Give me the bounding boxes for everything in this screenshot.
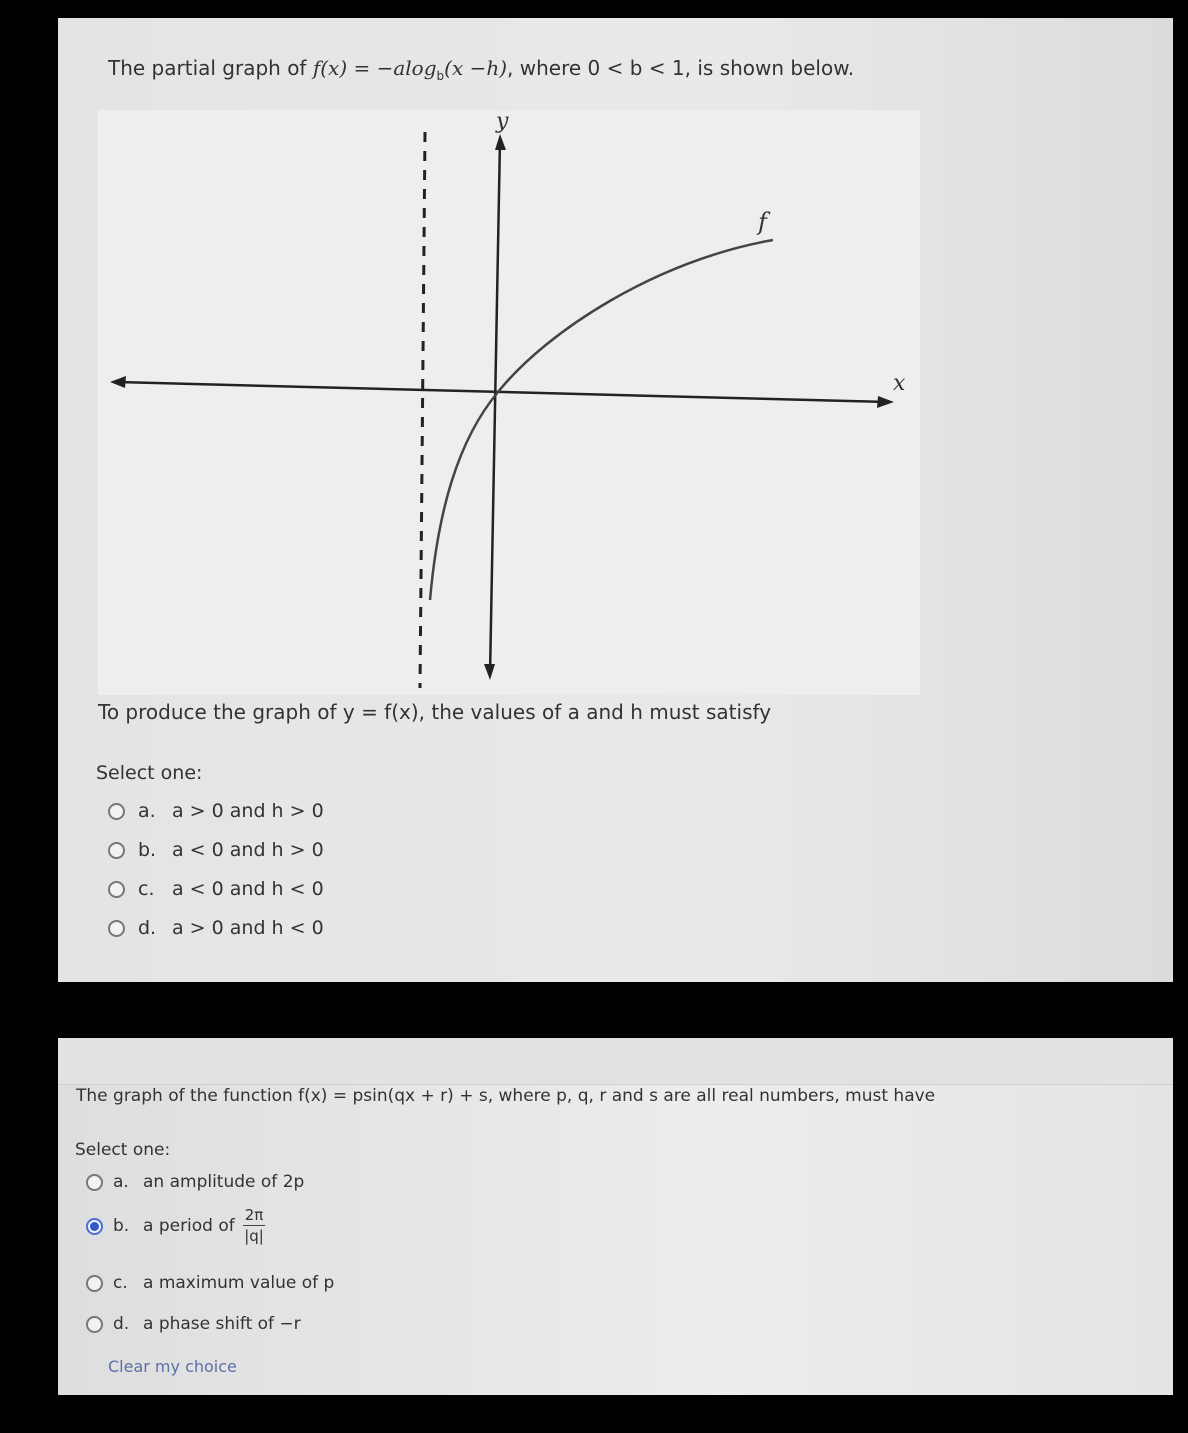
option-letter: a. [138,800,156,822]
q2-option-d[interactable] [86,1314,301,1334]
option-text: an amplitude of 2p [143,1172,305,1192]
question-1-prompt [108,56,854,83]
x-axis-left-arrow [110,376,126,388]
curve-label: f [758,208,767,236]
condition: 0 < b < 1 [587,56,685,80]
option-text: a period of [143,1216,235,1236]
option-letter: b. [138,839,157,861]
radio-button[interactable] [108,803,125,820]
q2-option-b[interactable] [86,1208,265,1244]
graph-area [98,110,920,695]
period-fraction [243,1208,266,1244]
after-graph-text: To produce the graph of y = f(x), the values of a and h must satisfy [98,700,772,724]
radio-button[interactable] [86,1316,103,1333]
prompt-middle: , where [507,56,588,80]
q1-option-c[interactable] [108,878,324,900]
option-letter: b. [113,1216,130,1236]
select-one-label: Select one: [96,762,203,784]
option-text: a < 0 and h > 0 [172,839,324,861]
x-axis [116,382,888,402]
x-axis-right-arrow [877,396,894,408]
select-one-label: Select one: [75,1140,171,1160]
radio-button[interactable] [108,920,125,937]
prompt-suffix: , is shown below. [684,56,855,80]
option-letter: d. [113,1314,130,1334]
option-text: a < 0 and h < 0 [172,878,324,900]
log-function-graph [98,110,920,695]
option-text: a > 0 and h < 0 [172,917,324,939]
option-letter: c. [113,1273,128,1293]
q2-option-a[interactable] [86,1172,304,1192]
fraction-numerator: 2π [244,1206,264,1224]
option-text: a phase shift of −r [143,1314,301,1334]
option-text: a > 0 and h > 0 [172,800,324,822]
question-2-prompt: The graph of the function f(x) = psin(qx + r) + s, where p, q, r and s are all real numbers, must have [76,1086,936,1106]
function-arg: (x −h) [444,56,508,80]
option-letter: d. [138,917,157,939]
q1-option-a[interactable] [108,800,324,822]
function-label: f(x) = −alog [312,56,437,80]
y-axis-up-arrow [495,134,506,150]
y-axis-down-arrow [484,664,495,680]
log-base: b [436,69,445,83]
asymptote-line [420,132,425,688]
radio-button[interactable] [108,842,125,859]
q1-option-d[interactable] [108,917,324,939]
radio-button[interactable] [86,1174,103,1191]
option-letter: c. [138,878,155,900]
fraction-denominator: |q| [244,1227,264,1245]
radio-button-selected[interactable] [86,1218,103,1235]
option-text: a maximum value of p [143,1273,335,1293]
radio-button[interactable] [108,881,125,898]
curve-f [430,240,773,600]
option-letter: a. [113,1172,129,1192]
clear-choice-link[interactable]: Clear my choice [108,1357,237,1376]
q2-option-c[interactable] [86,1273,334,1293]
radio-button[interactable] [86,1275,103,1292]
x-axis-label: x [893,371,906,396]
prompt-prefix: The partial graph of [108,56,313,80]
question-2-header-bar [58,1038,1173,1085]
y-axis-label: y [496,110,509,134]
y-axis [490,140,500,675]
q1-option-b[interactable] [108,839,324,861]
